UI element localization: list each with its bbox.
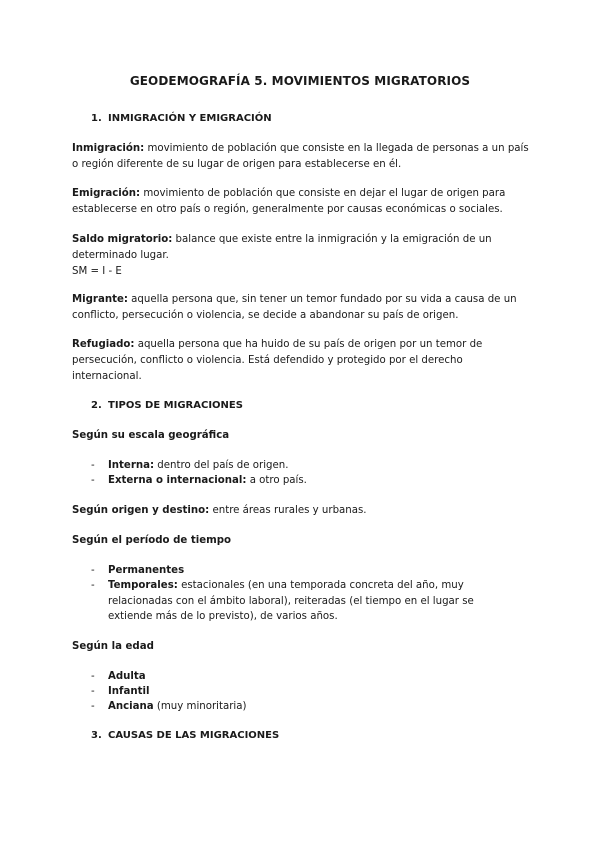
origen-destino xyxy=(72,503,532,519)
list-item xyxy=(91,669,521,685)
subheading-periodo: Según el período de tiempo xyxy=(72,535,232,546)
item-term: Temporales: xyxy=(108,580,178,591)
list-item xyxy=(91,473,521,489)
definition-migrante xyxy=(72,292,532,324)
definition-text: balance que existe entre la inmigración y la emigración de un determinado lugar. xyxy=(72,234,492,261)
item-text: dentro del país de origen. xyxy=(154,460,289,471)
definition-term: Saldo migratorio: xyxy=(72,234,173,245)
subheading-edad: Según la edad xyxy=(72,641,154,652)
list-item xyxy=(91,578,521,625)
definition-text: aquella persona que, sin tener un temor fundado por su vida a causa de un conflicto, persecución o violencia, se decide a abandonar su país de origen. xyxy=(72,294,517,321)
list-item xyxy=(91,563,521,579)
list-item xyxy=(91,699,521,715)
section-number: 2. xyxy=(91,400,102,411)
item-term: Permanentes xyxy=(108,565,185,576)
definition-text: aquella persona que ha huido de su país de origen por un temor de persecución, conflicto o violencia. Está defendido y protegido por el derecho internacional. xyxy=(72,339,483,382)
definition-term: Migrante: xyxy=(72,294,128,305)
item-text: a otro país. xyxy=(246,475,307,486)
item-text: entre áreas rurales y urbanas. xyxy=(209,505,367,516)
list-item xyxy=(91,458,521,474)
item-term: Anciana xyxy=(108,701,154,712)
list-dash: - xyxy=(91,565,95,576)
definition-term: Inmigración: xyxy=(72,143,145,154)
item-term: Externa o internacional: xyxy=(108,475,247,486)
item-term: Interna: xyxy=(108,460,155,471)
list-dash: - xyxy=(91,475,95,486)
section-title: CAUSAS DE LAS MIGRACIONES xyxy=(108,730,280,741)
section-heading-1 xyxy=(91,113,272,124)
section-heading-2 xyxy=(91,400,243,411)
section-number: 3. xyxy=(91,730,102,741)
list-dash: - xyxy=(91,460,95,471)
list-dash: - xyxy=(91,701,95,712)
definition-text: movimiento de población que consiste en la llegada de personas a un país o región diferente de su lugar de origen para establecerse en él. xyxy=(72,143,529,170)
item-term: Adulta xyxy=(108,671,146,682)
definition-term: Emigración: xyxy=(72,188,141,199)
definition-term: Refugiado: xyxy=(72,339,135,350)
section-heading-3 xyxy=(91,730,279,741)
definition-text: movimiento de población que consiste en dejar el lugar de origen para establecerse en otro país o región, generalmente por causas económicas o sociales. xyxy=(72,188,506,215)
item-text: (muy minoritaria) xyxy=(153,701,247,712)
item-term: Infantil xyxy=(108,686,150,697)
item-term: Según origen y destino: xyxy=(72,505,210,516)
formula: SM = I - E xyxy=(72,266,122,277)
section-number: 1. xyxy=(91,113,102,124)
definition-emigracion xyxy=(72,186,532,218)
definition-saldo-migratorio xyxy=(72,232,532,280)
list-dash: - xyxy=(91,686,95,697)
section-title: INMIGRACIÓN Y EMIGRACIÓN xyxy=(108,113,272,124)
subheading-escala: Según su escala geográfica xyxy=(72,430,230,441)
list-item xyxy=(91,684,521,700)
definition-refugiado xyxy=(72,337,532,385)
definition-inmigracion xyxy=(72,141,532,173)
item-text: estacionales (en una temporada concreta del año, muy relacionadas con el ámbito laboral), reiteradas (el tiempo en el lugar se extiende más de lo previsto), de varios años. xyxy=(108,580,474,622)
list-dash: - xyxy=(91,580,95,591)
document-title: GEODEMOGRAFÍA 5. MOVIMIENTOS MIGRATORIOS xyxy=(129,74,471,88)
list-dash: - xyxy=(91,671,95,682)
section-title: TIPOS DE MIGRACIONES xyxy=(108,400,243,411)
